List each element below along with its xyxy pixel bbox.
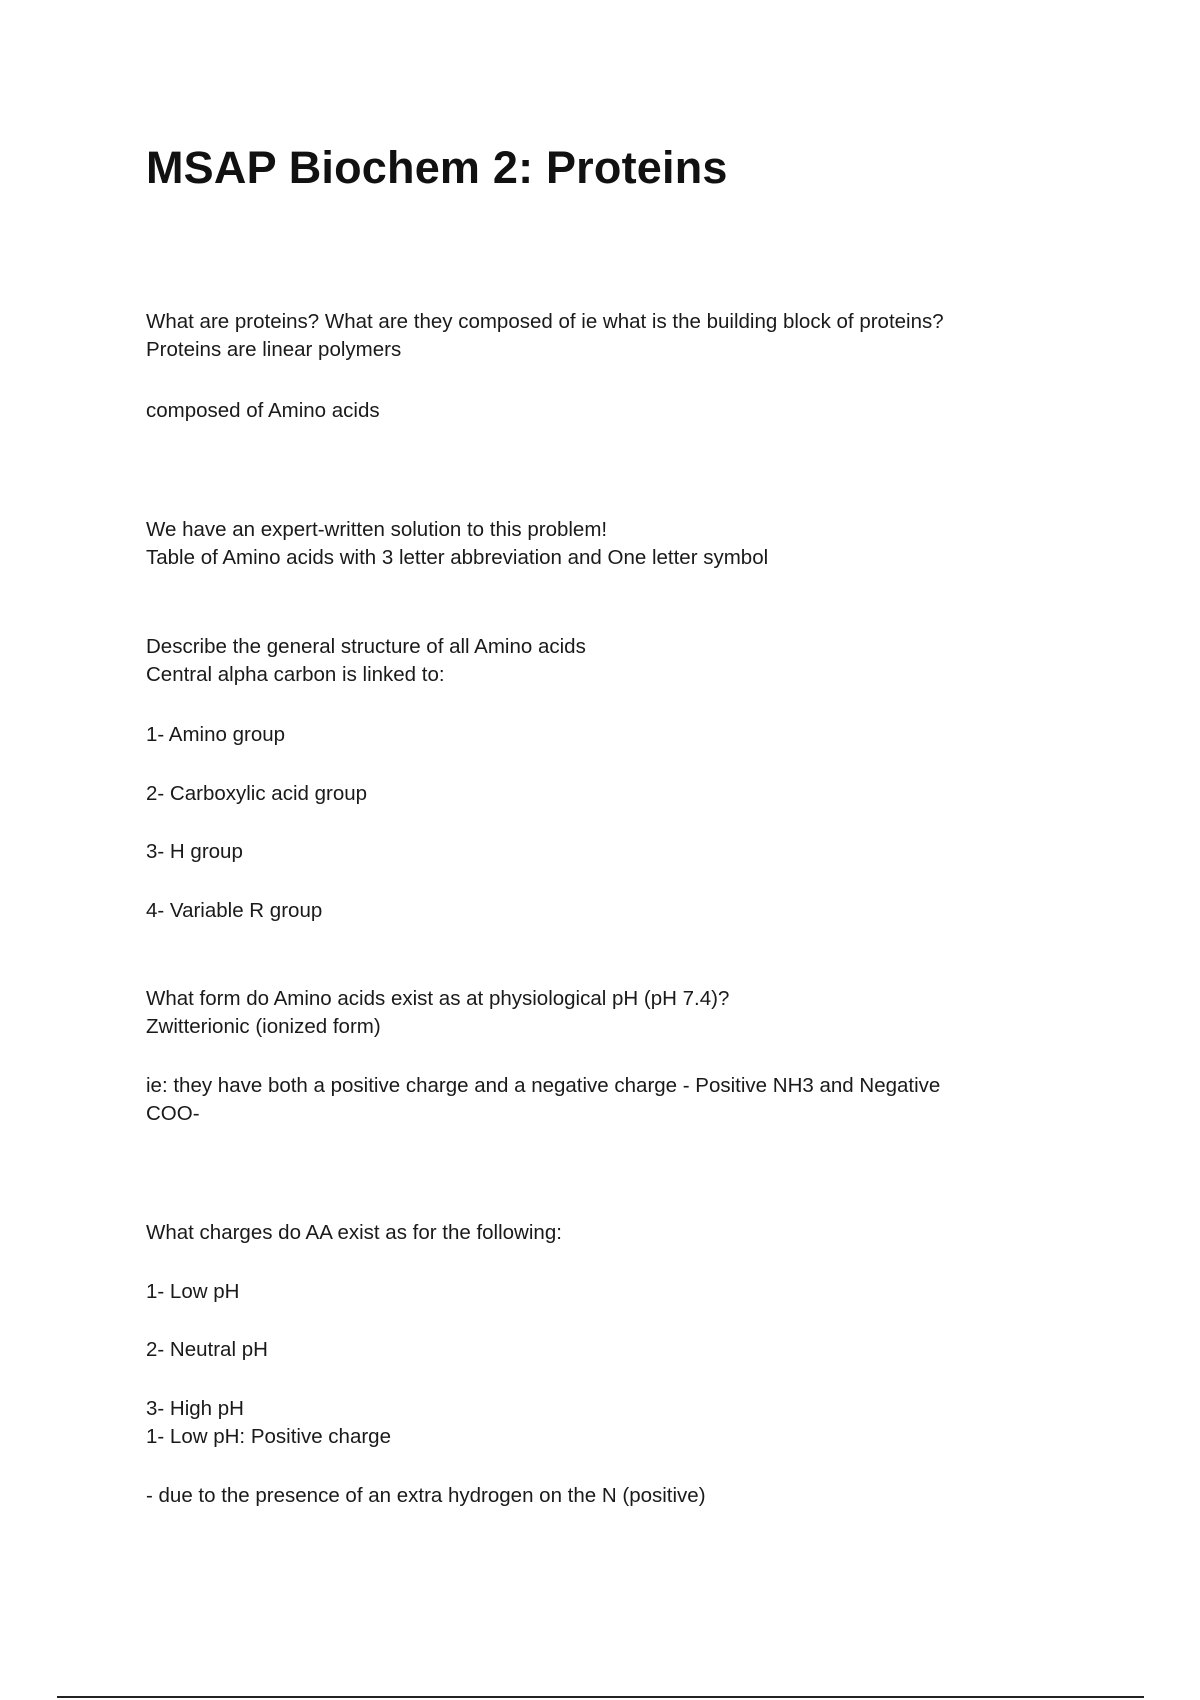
answer-low-ph: 1- Low pH: Positive charge xyxy=(146,1425,391,1448)
expert-solution-note: We have an expert-written solution to this problem! xyxy=(146,518,608,541)
document-title: MSAP Biochem 2: Proteins xyxy=(146,142,728,193)
answer-charges-detail: ie: they have both a positive charge and a negative charge - Positive NH3 and Negative xyxy=(146,1074,941,1097)
list-item: 2- Neutral pH xyxy=(146,1338,268,1361)
answer-central-alpha-carbon: Central alpha carbon is linked to: xyxy=(146,663,445,686)
question-charges-ph: What charges do AA exist as for the following: xyxy=(146,1221,562,1244)
list-item: 1- Low pH xyxy=(146,1280,240,1303)
list-item: 1- Amino group xyxy=(146,723,286,746)
list-item: 2- Carboxylic acid group xyxy=(146,782,368,805)
answer-amino-acid-table: Table of Amino acids with 3 letter abbreviation and One letter symbol xyxy=(146,546,769,569)
answer-zwitterionic: Zwitterionic (ionized form) xyxy=(146,1015,381,1038)
list-item: 3- High pH xyxy=(146,1397,244,1420)
answer-charges-detail-cont: COO- xyxy=(146,1102,200,1125)
question-general-structure: Describe the general structure of all Amino acids xyxy=(146,635,586,658)
answer-linear-polymers: Proteins are linear polymers xyxy=(146,338,402,361)
bottom-divider xyxy=(57,1696,1144,1698)
question-physiological-ph: What form do Amino acids exist as at physiological pH (pH 7.4)? xyxy=(146,987,730,1010)
answer-amino-acids: composed of Amino acids xyxy=(146,399,380,422)
list-item: 4- Variable R group xyxy=(146,899,323,922)
answer-low-ph-detail: - due to the presence of an extra hydrogen on the N (positive) xyxy=(146,1484,706,1507)
list-item: 3- H group xyxy=(146,840,243,863)
question-proteins-composition: What are proteins? What are they composed of ie what is the building block of proteins? xyxy=(146,310,944,333)
